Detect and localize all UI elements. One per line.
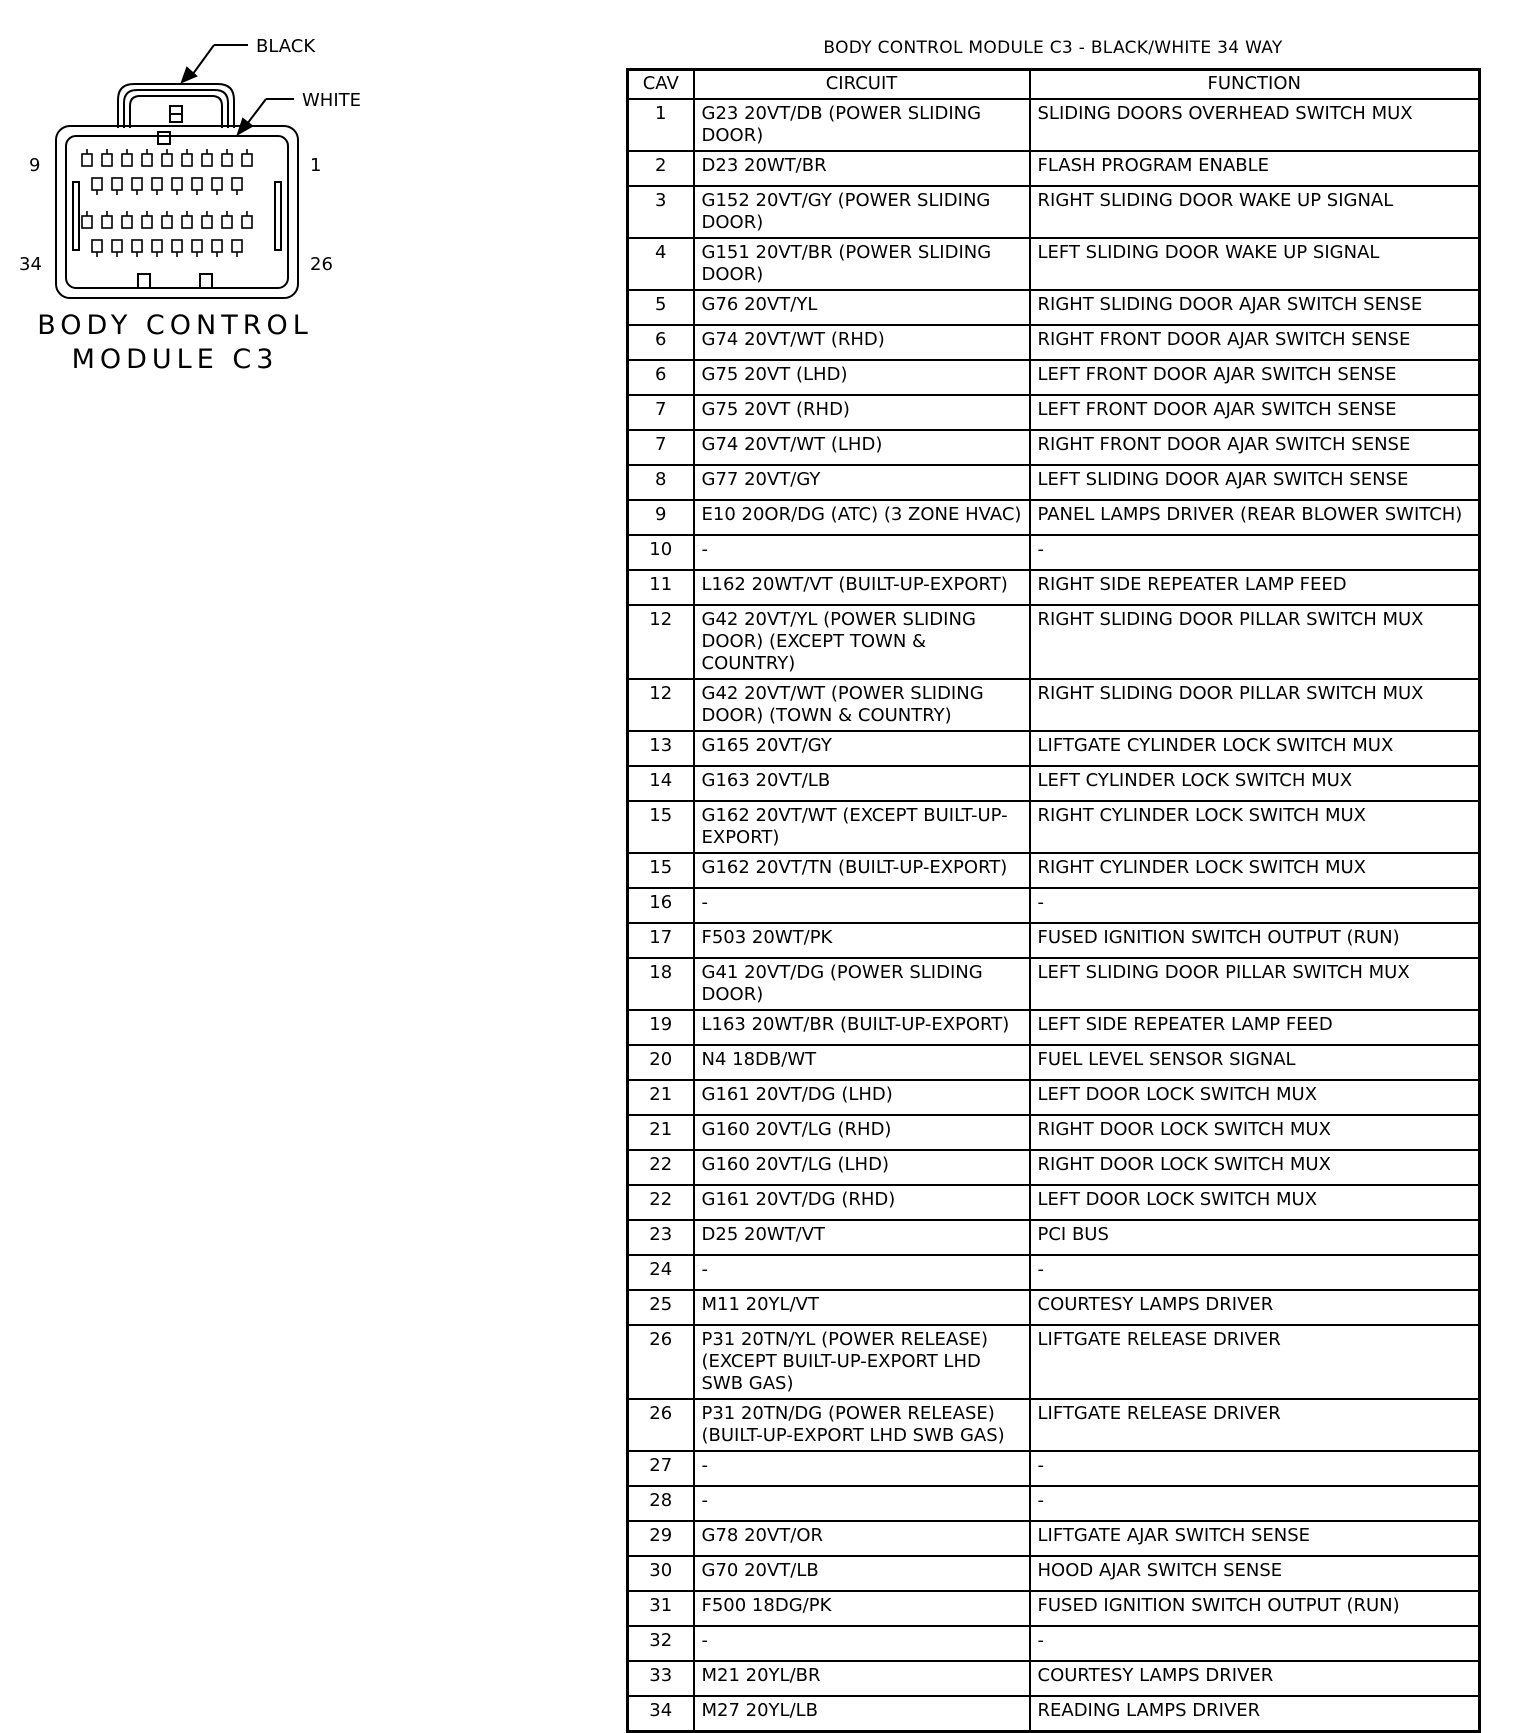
connector-pin: [92, 178, 102, 195]
cav-cell: 12: [628, 605, 694, 679]
circuit-cell: E10 20OR/DG (ATC) (3 ZONE HVAC): [694, 500, 1030, 535]
circuit-cell: G75 20VT (RHD): [694, 395, 1030, 430]
module-name-line2: MODULE C3: [71, 344, 279, 375]
function-cell: PCI BUS: [1030, 1220, 1480, 1255]
table-row: [628, 1556, 1480, 1591]
connector-pin: [132, 240, 142, 257]
circuit-cell: D25 20WT/VT: [694, 1220, 1030, 1255]
cav-cell: 21: [628, 1115, 694, 1150]
connector-diagram: [0, 0, 420, 420]
cav-cell: 18: [628, 958, 694, 1010]
connector-pin: [132, 178, 142, 195]
function-cell: RIGHT SLIDING DOOR PILLAR SWITCH MUX: [1030, 605, 1480, 679]
table-row: [628, 430, 1480, 465]
circuit-cell: -: [694, 1486, 1030, 1521]
cav-cell: 12: [628, 679, 694, 731]
cav-cell: 22: [628, 1150, 694, 1185]
table-row: [628, 1521, 1480, 1556]
cav-cell: 7: [628, 430, 694, 465]
callout-black: BLACK: [256, 36, 316, 57]
function-cell: LIFTGATE RELEASE DRIVER: [1030, 1399, 1480, 1451]
connector-pin: [202, 211, 212, 228]
table-row: [628, 605, 1480, 679]
function-cell: LEFT SIDE REPEATER LAMP FEED: [1030, 1010, 1480, 1045]
function-cell: FUSED IGNITION SWITCH OUTPUT (RUN): [1030, 923, 1480, 958]
cav-cell: 5: [628, 290, 694, 325]
function-cell: RIGHT FRONT DOOR AJAR SWITCH SENSE: [1030, 325, 1480, 360]
connector-pin: [142, 149, 152, 166]
function-cell: COURTESY LAMPS DRIVER: [1030, 1661, 1480, 1696]
cav-cell: 24: [628, 1255, 694, 1290]
table-row: [628, 1325, 1480, 1399]
function-cell: RIGHT FRONT DOOR AJAR SWITCH SENSE: [1030, 430, 1480, 465]
table-row: [628, 151, 1480, 186]
function-cell: LEFT FRONT DOOR AJAR SWITCH SENSE: [1030, 395, 1480, 430]
circuit-cell: G76 20VT/YL: [694, 290, 1030, 325]
function-cell: PANEL LAMPS DRIVER (REAR BLOWER SWITCH): [1030, 500, 1480, 535]
function-cell: READING LAMPS DRIVER: [1030, 1696, 1480, 1732]
function-cell: RIGHT CYLINDER LOCK SWITCH MUX: [1030, 801, 1480, 853]
connector-pin: [242, 149, 252, 166]
table-row: [628, 731, 1480, 766]
cav-cell: 23: [628, 1220, 694, 1255]
circuit-cell: F500 18DG/PK: [694, 1591, 1030, 1626]
connector-pin: [212, 240, 222, 257]
connector-pin: [82, 211, 92, 228]
function-cell: FUSED IGNITION SWITCH OUTPUT (RUN): [1030, 1591, 1480, 1626]
cav-cell: 32: [628, 1626, 694, 1661]
table-row: [628, 570, 1480, 605]
cav-cell: 26: [628, 1325, 694, 1399]
circuit-cell: M21 20YL/BR: [694, 1661, 1030, 1696]
function-cell: LIFTGATE CYLINDER LOCK SWITCH MUX: [1030, 731, 1480, 766]
circuit-cell: -: [694, 888, 1030, 923]
cav-cell: 15: [628, 853, 694, 888]
function-cell: -: [1030, 1255, 1480, 1290]
circuit-cell: G42 20VT/WT (POWER SLIDING DOOR) (TOWN & COUNTRY): [694, 679, 1030, 731]
function-cell: FUEL LEVEL SENSOR SIGNAL: [1030, 1045, 1480, 1080]
table-row: [628, 1591, 1480, 1626]
connector-pin: [202, 149, 212, 166]
cav-cell: 33: [628, 1661, 694, 1696]
connector-pin: [152, 240, 162, 257]
table-row: [628, 766, 1480, 801]
cav-cell: 2: [628, 151, 694, 186]
table-row: [628, 888, 1480, 923]
connector-pin: [232, 240, 242, 257]
function-cell: HOOD AJAR SWITCH SENSE: [1030, 1556, 1480, 1591]
table-row: [628, 238, 1480, 290]
table-row: [628, 535, 1480, 570]
cav-cell: 25: [628, 1290, 694, 1325]
cav-cell: 26: [628, 1399, 694, 1451]
connector-pin: [212, 178, 222, 195]
connector-pin: [162, 149, 172, 166]
function-cell: LEFT DOOR LOCK SWITCH MUX: [1030, 1080, 1480, 1115]
function-cell: LEFT SLIDING DOOR PILLAR SWITCH MUX: [1030, 958, 1480, 1010]
cav-cell: 22: [628, 1185, 694, 1220]
circuit-cell: G78 20VT/OR: [694, 1521, 1030, 1556]
connector-pin: [232, 178, 242, 195]
connector-pin: [82, 149, 92, 166]
connector-pin: [162, 211, 172, 228]
function-cell: SLIDING DOORS OVERHEAD SWITCH MUX: [1030, 99, 1480, 151]
function-cell: LEFT CYLINDER LOCK SWITCH MUX: [1030, 766, 1480, 801]
table-title: BODY CONTROL MODULE C3 - BLACK/WHITE 34 WAY: [823, 38, 1283, 58]
module-name-line1: BODY CONTROL: [37, 310, 313, 341]
circuit-cell: G23 20VT/DB (POWER SLIDING DOOR): [694, 99, 1030, 151]
table-row: [628, 1451, 1480, 1486]
connector-pin: [152, 178, 162, 195]
table-row: [628, 465, 1480, 500]
function-cell: RIGHT SLIDING DOOR WAKE UP SIGNAL: [1030, 186, 1480, 238]
circuit-cell: G160 20VT/LG (LHD): [694, 1150, 1030, 1185]
function-cell: RIGHT DOOR LOCK SWITCH MUX: [1030, 1115, 1480, 1150]
circuit-cell: -: [694, 1626, 1030, 1661]
cav-cell: 20: [628, 1045, 694, 1080]
table-row: [628, 1010, 1480, 1045]
circuit-cell: P31 20TN/DG (POWER RELEASE) (BUILT-UP-EXPORT LHD SWB GAS): [694, 1399, 1030, 1451]
table-row: [628, 1220, 1480, 1255]
circuit-cell: G70 20VT/LB: [694, 1556, 1030, 1591]
connector-pin: [222, 149, 232, 166]
cav-cell: 17: [628, 923, 694, 958]
function-cell: LIFTGATE RELEASE DRIVER: [1030, 1325, 1480, 1399]
function-cell: -: [1030, 1486, 1480, 1521]
connector-pin: [192, 178, 202, 195]
cav-cell: 28: [628, 1486, 694, 1521]
table-row: [628, 1290, 1480, 1325]
circuit-cell: M27 20YL/LB: [694, 1696, 1030, 1732]
connector-pin: [182, 211, 192, 228]
connector-pin: [242, 211, 252, 228]
function-cell: FLASH PROGRAM ENABLE: [1030, 151, 1480, 186]
circuit-cell: G152 20VT/GY (POWER SLIDING DOOR): [694, 186, 1030, 238]
circuit-cell: L163 20WT/BR (BUILT-UP-EXPORT): [694, 1010, 1030, 1045]
cav-cell: 1: [628, 99, 694, 151]
function-cell: RIGHT DOOR LOCK SWITCH MUX: [1030, 1150, 1480, 1185]
function-cell: RIGHT SLIDING DOOR PILLAR SWITCH MUX: [1030, 679, 1480, 731]
table-row: [628, 186, 1480, 238]
table-row: [628, 360, 1480, 395]
cav-cell: 6: [628, 360, 694, 395]
header-cav: CAV: [628, 70, 694, 100]
circuit-cell: G161 20VT/DG (LHD): [694, 1080, 1030, 1115]
cav-cell: 3: [628, 186, 694, 238]
cav-cell: 16: [628, 888, 694, 923]
circuit-cell: G151 20VT/BR (POWER SLIDING DOOR): [694, 238, 1030, 290]
circuit-cell: G77 20VT/GY: [694, 465, 1030, 500]
circuit-cell: G74 20VT/WT (LHD): [694, 430, 1030, 465]
circuit-cell: G165 20VT/GY: [694, 731, 1030, 766]
circuit-cell: G160 20VT/LG (RHD): [694, 1115, 1030, 1150]
circuit-cell: G75 20VT (LHD): [694, 360, 1030, 395]
circuit-cell: N4 18DB/WT: [694, 1045, 1030, 1080]
function-cell: COURTESY LAMPS DRIVER: [1030, 1290, 1480, 1325]
function-cell: -: [1030, 1451, 1480, 1486]
function-cell: LEFT SLIDING DOOR AJAR SWITCH SENSE: [1030, 465, 1480, 500]
circuit-cell: L162 20WT/VT (BUILT-UP-EXPORT): [694, 570, 1030, 605]
circuit-cell: -: [694, 535, 1030, 570]
cav-cell: 21: [628, 1080, 694, 1115]
table-row: [628, 1696, 1480, 1732]
circuit-cell: M11 20YL/VT: [694, 1290, 1030, 1325]
cav-cell: 13: [628, 731, 694, 766]
connector-pin: [92, 240, 102, 257]
cav-cell: 6: [628, 325, 694, 360]
table-row: [628, 1399, 1480, 1451]
cav-cell: 4: [628, 238, 694, 290]
function-cell: RIGHT CYLINDER LOCK SWITCH MUX: [1030, 853, 1480, 888]
cav-cell: 27: [628, 1451, 694, 1486]
cav-cell: 9: [628, 500, 694, 535]
cav-cell: 11: [628, 570, 694, 605]
circuit-cell: G42 20VT/YL (POWER SLIDING DOOR) (EXCEPT TOWN & COUNTRY): [694, 605, 1030, 679]
table-row: [628, 801, 1480, 853]
circuit-cell: G162 20VT/TN (BUILT-UP-EXPORT): [694, 853, 1030, 888]
function-cell: LEFT SLIDING DOOR WAKE UP SIGNAL: [1030, 238, 1480, 290]
table-row: [628, 1486, 1480, 1521]
table-header-row: [628, 70, 1480, 100]
table-row: [628, 1045, 1480, 1080]
connector-pin: [142, 211, 152, 228]
callout-white: WHITE: [302, 90, 362, 111]
table-row: [628, 1150, 1480, 1185]
table-row: [628, 679, 1480, 731]
cav-cell: 34: [628, 1696, 694, 1732]
circuit-cell: P31 20TN/YL (POWER RELEASE) (EXCEPT BUILT-UP-EXPORT LHD SWB GAS): [694, 1325, 1030, 1399]
connector-pin: [122, 149, 132, 166]
pin-label-26: 26: [310, 254, 333, 275]
circuit-cell: F503 20WT/PK: [694, 923, 1030, 958]
connector-pin: [172, 178, 182, 195]
cav-cell: 14: [628, 766, 694, 801]
cav-cell: 19: [628, 1010, 694, 1045]
table-row: [628, 1185, 1480, 1220]
connector-pin: [102, 211, 112, 228]
pin-label-1: 1: [310, 155, 322, 176]
connector-pin: [172, 240, 182, 257]
connector-pin: [112, 178, 122, 195]
header-function: FUNCTION: [1030, 70, 1480, 100]
cav-cell: 15: [628, 801, 694, 853]
cav-cell: 30: [628, 1556, 694, 1591]
table-row: [628, 99, 1480, 151]
connector-pin: [222, 211, 232, 228]
circuit-cell: -: [694, 1451, 1030, 1486]
pin-label-34: 34: [19, 254, 42, 275]
pinout-table: [626, 68, 1481, 1733]
circuit-cell: G161 20VT/DG (RHD): [694, 1185, 1030, 1220]
circuit-cell: -: [694, 1255, 1030, 1290]
cav-cell: 29: [628, 1521, 694, 1556]
function-cell: RIGHT SIDE REPEATER LAMP FEED: [1030, 570, 1480, 605]
cav-cell: 31: [628, 1591, 694, 1626]
table-row: [628, 853, 1480, 888]
table-row: [628, 1080, 1480, 1115]
circuit-cell: G163 20VT/LB: [694, 766, 1030, 801]
cav-cell: 8: [628, 465, 694, 500]
table-row: [628, 958, 1480, 1010]
connector-pin: [182, 149, 192, 166]
header-circuit: CIRCUIT: [694, 70, 1030, 100]
table-row: [628, 923, 1480, 958]
table-row: [628, 325, 1480, 360]
circuit-cell: G74 20VT/WT (RHD): [694, 325, 1030, 360]
table-row: [628, 290, 1480, 325]
connector-pin-grid: [82, 149, 252, 257]
table-row: [628, 1626, 1480, 1661]
table-row: [628, 1115, 1480, 1150]
function-cell: LIFTGATE AJAR SWITCH SENSE: [1030, 1521, 1480, 1556]
connector-pin: [122, 211, 132, 228]
table-row: [628, 500, 1480, 535]
circuit-cell: G162 20VT/WT (EXCEPT BUILT-UP-EXPORT): [694, 801, 1030, 853]
table-row: [628, 1255, 1480, 1290]
cav-cell: 10: [628, 535, 694, 570]
function-cell: -: [1030, 535, 1480, 570]
connector-pin: [102, 149, 112, 166]
cav-cell: 7: [628, 395, 694, 430]
circuit-cell: G41 20VT/DG (POWER SLIDING DOOR): [694, 958, 1030, 1010]
table-row: [628, 1661, 1480, 1696]
function-cell: -: [1030, 1626, 1480, 1661]
circuit-cell: D23 20WT/BR: [694, 151, 1030, 186]
function-cell: RIGHT SLIDING DOOR AJAR SWITCH SENSE: [1030, 290, 1480, 325]
function-cell: -: [1030, 888, 1480, 923]
function-cell: LEFT DOOR LOCK SWITCH MUX: [1030, 1185, 1480, 1220]
pin-label-9: 9: [29, 155, 41, 176]
table-row: [628, 395, 1480, 430]
connector-pin: [192, 240, 202, 257]
connector-pin: [112, 240, 122, 257]
function-cell: LEFT FRONT DOOR AJAR SWITCH SENSE: [1030, 360, 1480, 395]
